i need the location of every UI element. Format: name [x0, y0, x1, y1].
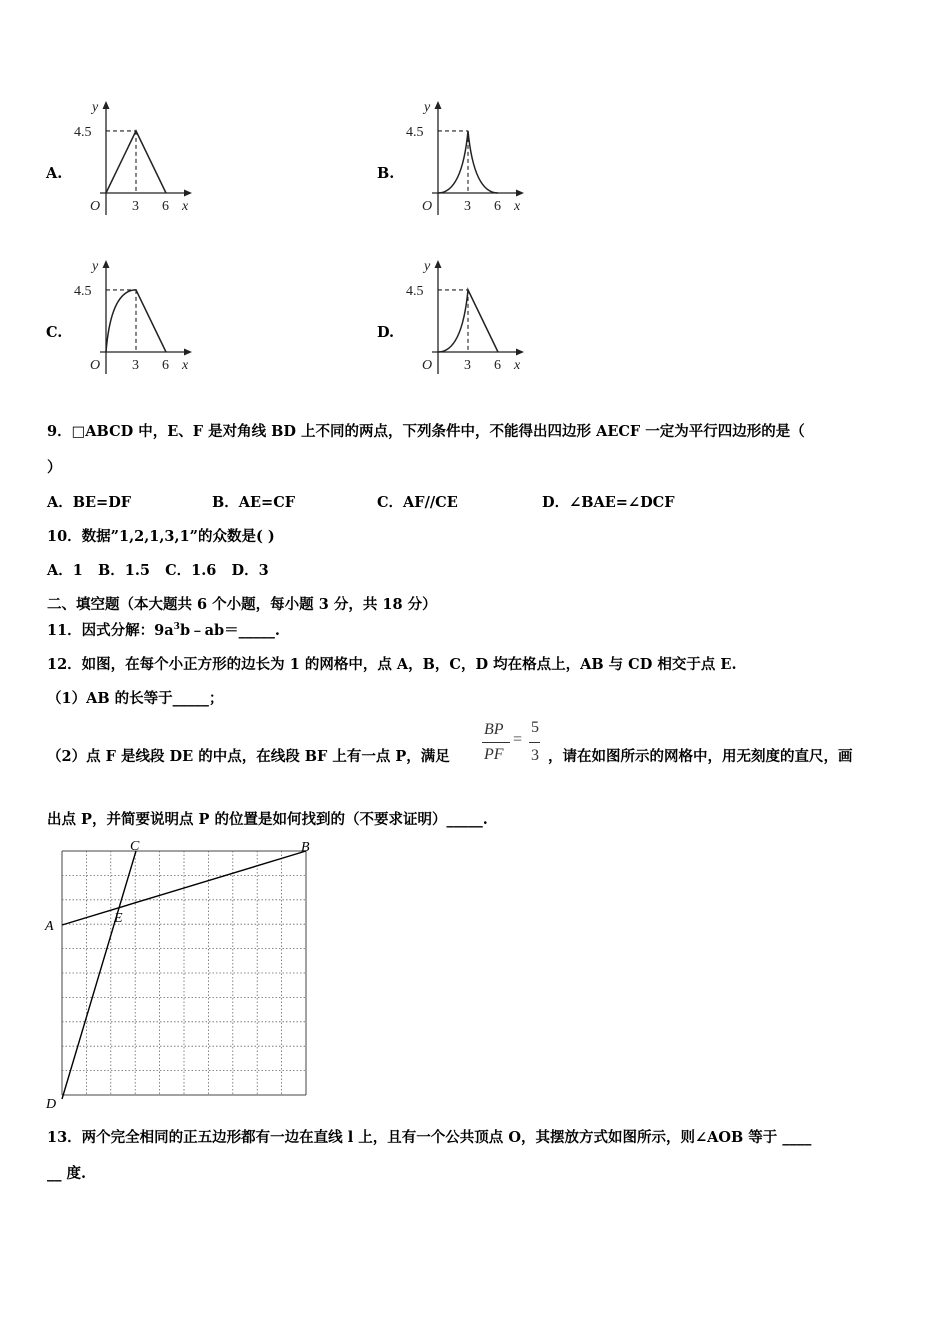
graph-a-svg	[70, 95, 210, 225]
q11-suffix: b﹣ab＝_____.	[179, 622, 280, 639]
question-10-stem: 10．数据”1,2,1,3,1”的众数是( )	[47, 528, 275, 545]
question-12-part2-after: ，请在如图所示的网格中，用无刻度的直尺，画	[548, 748, 853, 765]
q11-prefix: 11．因式分解：9a	[47, 622, 174, 639]
x-tick-label: 3	[132, 199, 139, 214]
fraction-right-denominator: 3	[531, 747, 539, 764]
question-12-part1: （1）AB 的长等于_____；	[47, 690, 224, 707]
x-tick-label: 3	[464, 199, 471, 214]
y-axis-arrow	[435, 260, 442, 268]
question-12-part2-before: （2）点 F 是线段 DE 的中点，在线段 BF 上有一点 P，满足	[47, 748, 450, 765]
point-label-a: A	[45, 919, 54, 934]
x-axis-arrow	[184, 349, 192, 356]
question-10-options[interactable]: A．1 B．1.5 C．1.6 D．3	[47, 562, 269, 579]
fraction-right-numerator: 5	[531, 719, 539, 736]
fraction-numerator: BP	[484, 721, 504, 738]
graph-d-svg	[402, 254, 542, 384]
origin-label: O	[422, 199, 433, 214]
question-12-stem: 12．如图，在每个小正方形的边长为 1 的网格中，点 A，B，C，D 均在格点上，AB 与 CD 相交于点 E.	[47, 656, 737, 673]
point-label-d: D	[46, 1097, 57, 1112]
x-axis-label: x	[182, 199, 189, 214]
x-axis-arrow	[184, 190, 192, 197]
q9-option-d[interactable]: D．∠BAE=∠DCF	[542, 494, 675, 511]
y-axis-label: y	[92, 100, 99, 115]
option-label: C.	[46, 324, 63, 341]
fraction-bar	[482, 742, 510, 743]
fraction-denominator: PF	[484, 746, 504, 763]
point-label-b: B	[301, 840, 310, 855]
q11-superscript: 3	[173, 622, 180, 633]
y-axis-arrow	[435, 101, 442, 109]
y-tick-label: 4.5	[74, 124, 92, 140]
question-9-stem: 9．□ABCD 中，E、F 是对角线 BD 上不同的两点，下列条件中，不能得出四边形 AECF 一定为平行四边形的是（	[47, 423, 805, 440]
x-axis-arrow	[516, 190, 524, 197]
x-tick-label: 6	[162, 358, 169, 373]
y-tick-label: 4.5	[406, 283, 424, 299]
option-label: D.	[377, 324, 395, 341]
y-axis-arrow	[103, 260, 110, 268]
question-11	[47, 619, 280, 640]
y-tick-label: 4.5	[406, 124, 424, 140]
graph-b-svg	[402, 95, 542, 225]
x-tick-label: 6	[494, 199, 501, 214]
segment-cd	[62, 851, 136, 1099]
x-tick-label: 3	[464, 358, 471, 373]
y-axis-label: y	[424, 259, 431, 274]
option-graph-d[interactable]	[372, 254, 542, 384]
question-13-line2: __ 度.	[47, 1165, 87, 1182]
y-axis-arrow	[103, 101, 110, 109]
fraction-bp-pf	[478, 718, 544, 768]
option-graph-a[interactable]	[40, 95, 210, 225]
x-tick-label: 6	[162, 199, 169, 214]
point-label-c: C	[130, 839, 140, 854]
point-label-e: E	[114, 911, 123, 926]
origin-label: O	[90, 358, 101, 373]
fraction-right-bar	[529, 742, 540, 743]
x-tick-label: 6	[494, 358, 501, 373]
graph-c-svg	[70, 254, 210, 384]
option-label: A.	[46, 165, 63, 182]
y-tick-label: 4.5	[74, 283, 92, 299]
fraction-equals: =	[513, 731, 523, 748]
y-axis-label: y	[424, 100, 431, 115]
q9-option-a[interactable]: A．BE=DF	[47, 494, 132, 511]
grid-figure	[40, 834, 330, 1116]
q9-option-c[interactable]: C．AF//CE	[377, 494, 458, 511]
q9-option-b[interactable]: B．AE=CF	[212, 494, 296, 511]
question-13-line1: 13．两个完全相同的正五边形都有一边在直线 l 上，且有一个公共顶点 O，其摆放方式如图所示，则∠AOB 等于 ____	[47, 1129, 812, 1146]
origin-label: O	[422, 358, 433, 373]
x-tick-label: 3	[132, 358, 139, 373]
option-graph-b[interactable]	[372, 95, 542, 225]
x-axis-label: x	[514, 358, 521, 373]
option-graph-c[interactable]	[40, 254, 210, 384]
x-axis-arrow	[516, 349, 524, 356]
origin-label: O	[90, 199, 101, 214]
question-12-part2-line2: 出点 P，并简要说明点 P 的位置是如何找到的（不要求证明）_____.	[47, 811, 488, 828]
y-axis-label: y	[92, 259, 99, 274]
x-axis-label: x	[514, 199, 521, 214]
option-label: B.	[377, 165, 395, 182]
x-axis-label: x	[182, 358, 189, 373]
question-9-stem-end: ）	[47, 459, 62, 476]
section-heading: 二、填空题（本大题共 6 个小题，每小题 3 分，共 18 分）	[47, 596, 437, 613]
